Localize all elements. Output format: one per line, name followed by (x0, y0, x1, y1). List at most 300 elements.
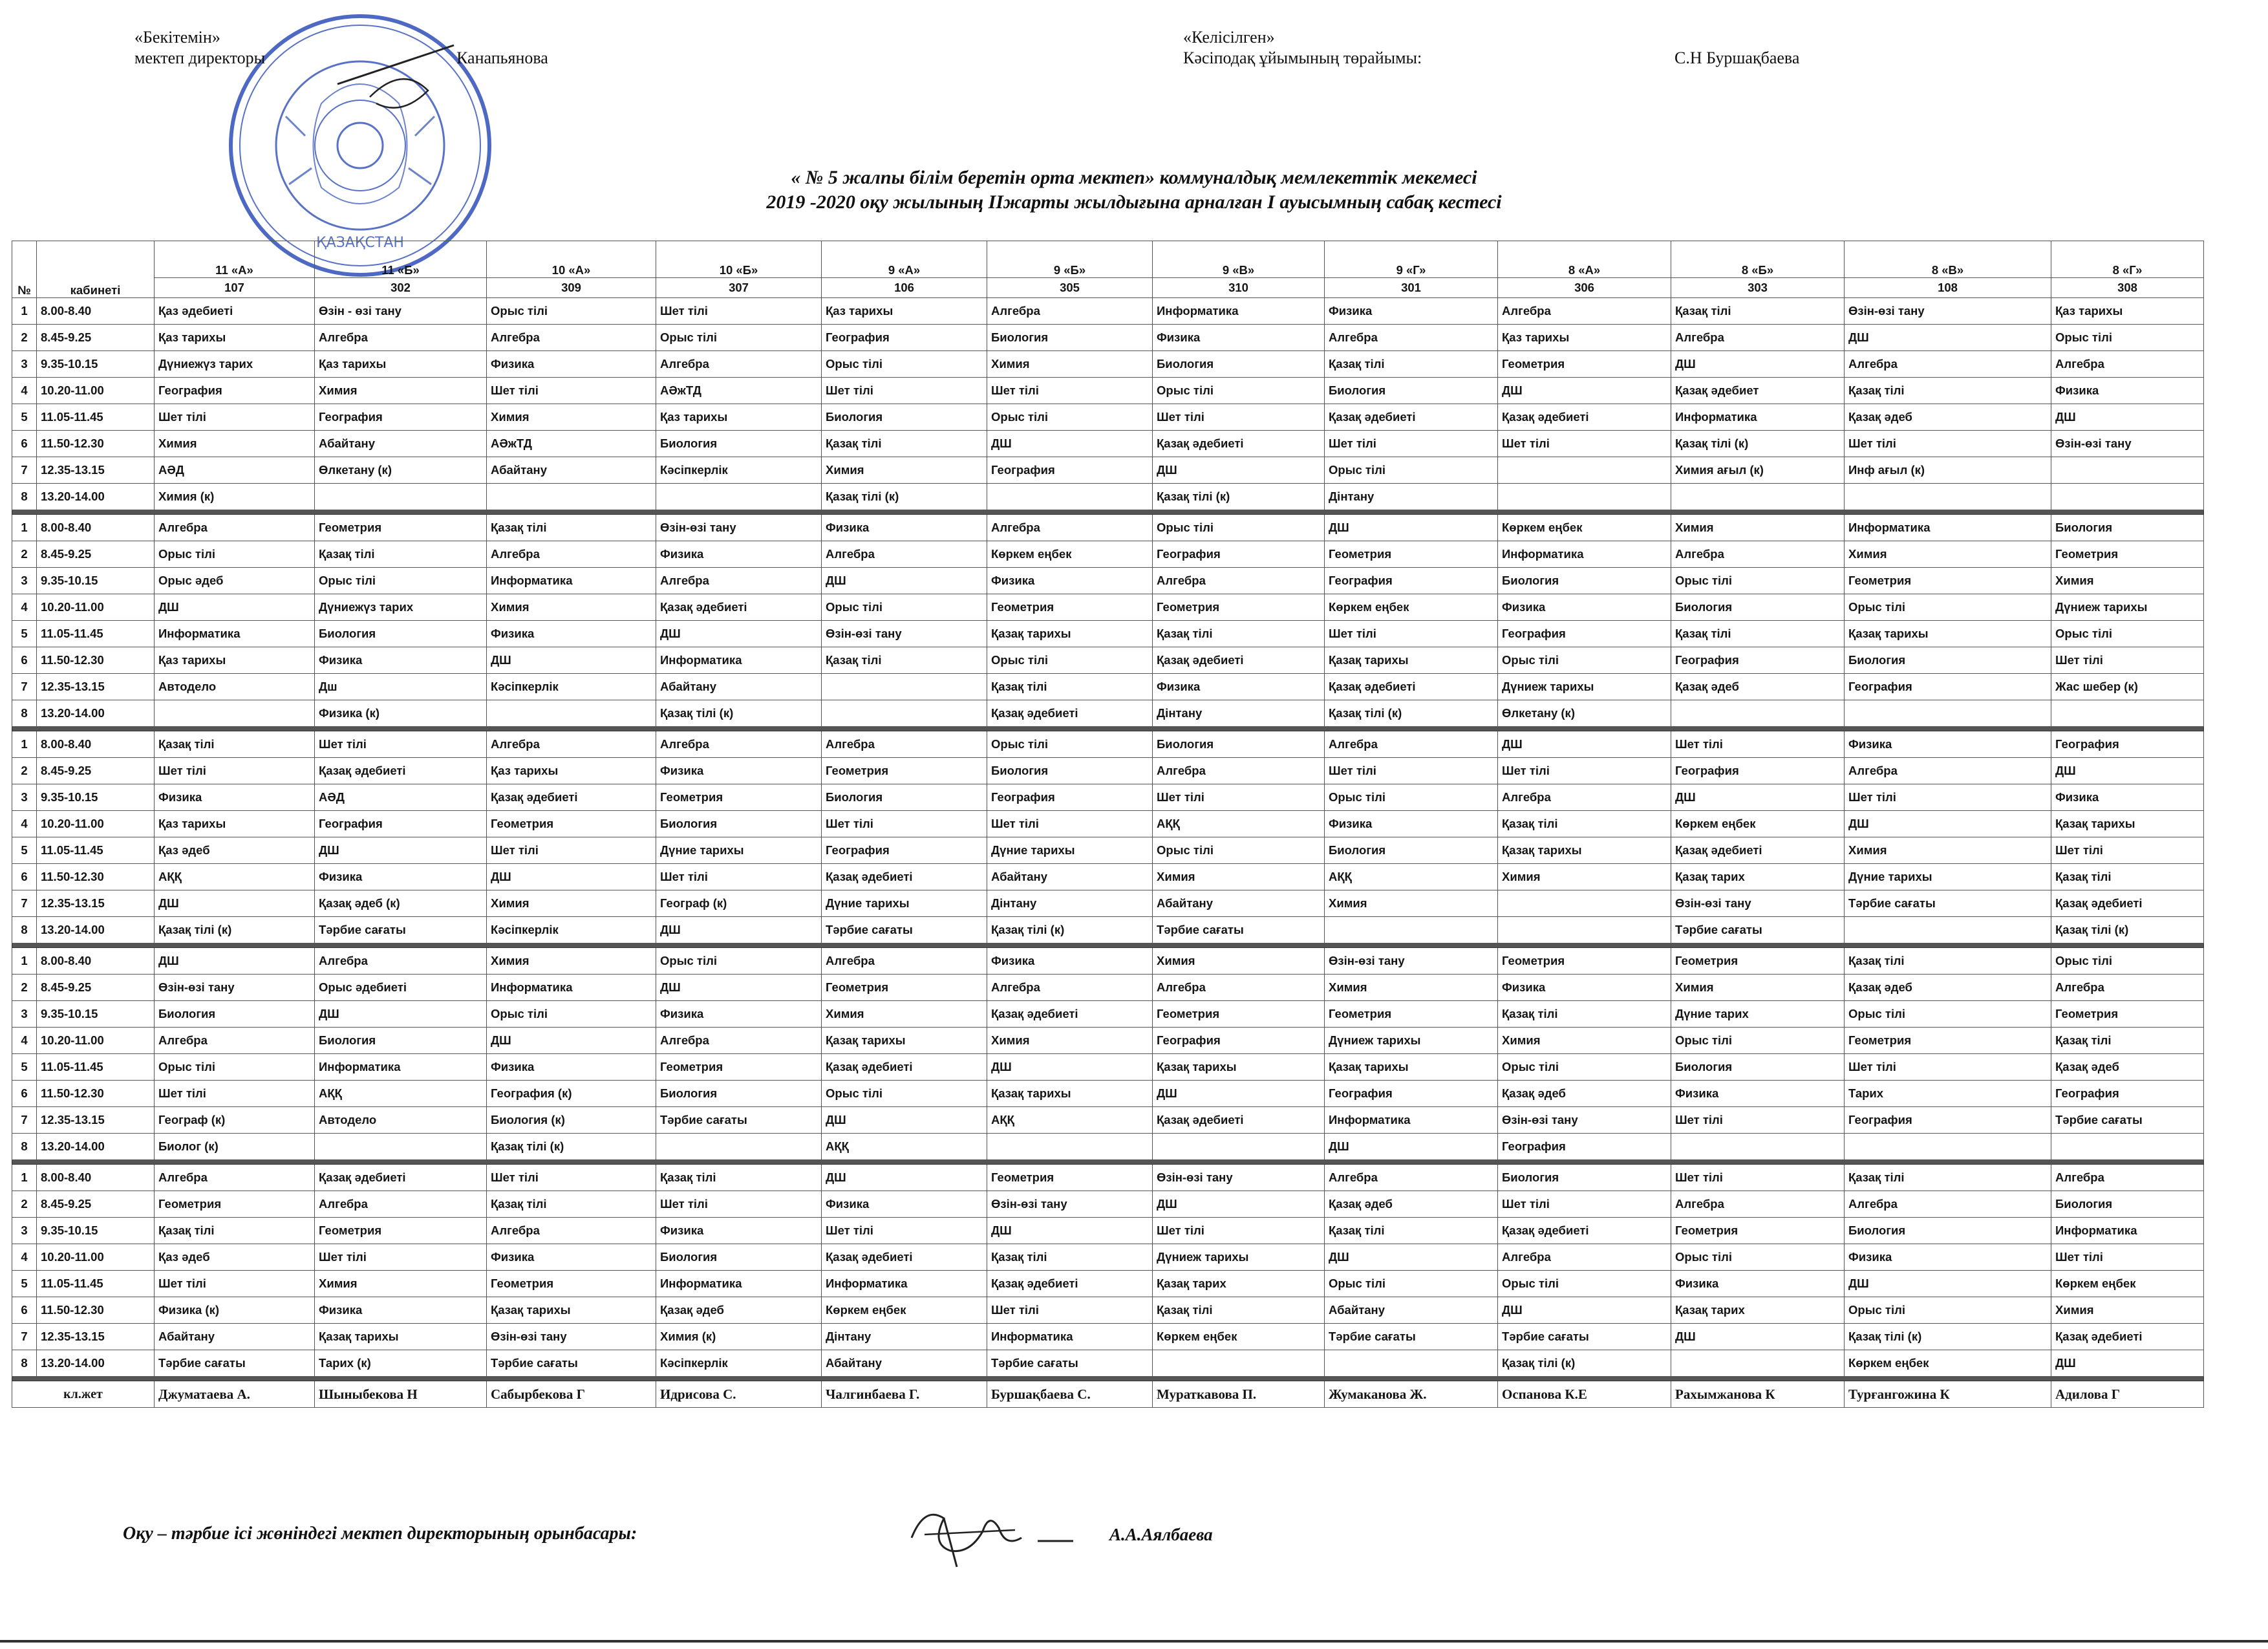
subject-cell: Алгебра (822, 948, 987, 975)
subject-cell (1671, 484, 1845, 510)
subject-cell: ДШ (1498, 1297, 1671, 1324)
subject-cell: Қазақ тілі (822, 431, 987, 457)
subject-cell: География (1153, 1028, 1325, 1054)
lesson-time: 8.00-8.40 (37, 1165, 155, 1191)
subject-cell: Өзін-өзі тану (1325, 948, 1498, 975)
subject-cell: Тәрбие сағаты (315, 917, 487, 943)
lesson-time: 11.05-11.45 (37, 404, 155, 431)
subject-cell: Биология (1153, 351, 1325, 378)
subject-cell: География (1845, 1107, 2051, 1134)
subject-cell: Физика (487, 621, 656, 647)
subject-cell: Шет тілі (155, 1271, 315, 1297)
class-header: 8 «Б» (1671, 241, 1845, 278)
subject-cell: Қазақ әдебиеті (822, 864, 987, 890)
subject-cell: Физика (656, 1218, 822, 1244)
lesson-number: 6 (12, 864, 37, 890)
subject-cell: Химия (315, 1271, 487, 1297)
subject-cell (656, 1134, 822, 1160)
subject-cell: Физика (1671, 1081, 1845, 1107)
subject-cell: Орыс тілі (1153, 515, 1325, 541)
subject-cell: ДШ (487, 647, 656, 674)
subject-cell: Геометрия (2051, 1001, 2204, 1028)
subject-cell: Геометрия (315, 515, 487, 541)
subject-cell: Шет тілі (656, 298, 822, 325)
subject-cell: Қазақ тілі (1671, 621, 1845, 647)
lesson-number: 8 (12, 917, 37, 943)
subject-cell: ДШ (1325, 1244, 1498, 1271)
lesson-time: 11.50-12.30 (37, 431, 155, 457)
day-separator (12, 1160, 2204, 1165)
subject-cell: Биология (987, 758, 1153, 784)
subject-cell: Шет тілі (1498, 1191, 1671, 1218)
lesson-number: 2 (12, 975, 37, 1001)
subject-cell: Қазақ тілі (1498, 1001, 1671, 1028)
subject-cell: ДШ (656, 917, 822, 943)
subject-cell: Абайтану (155, 1324, 315, 1350)
subject-cell: Өзін-өзі тану (1671, 890, 1845, 917)
subject-cell: Химия (1498, 1028, 1671, 1054)
subject-cell: Қазақ тарихы (1153, 1054, 1325, 1081)
subject-cell: Алгебра (987, 298, 1153, 325)
subject-cell: Қазақ тілі (к) (1671, 431, 1845, 457)
subject-cell: Қаз тарихы (155, 647, 315, 674)
subject-cell: Биология (1498, 1165, 1671, 1191)
subject-cell: Орыс тілі (2051, 948, 2204, 975)
subject-cell: География (155, 378, 315, 404)
subject-cell: Кәсіпкерлік (656, 457, 822, 484)
subject-cell: Көркем еңбек (822, 1297, 987, 1324)
subject-cell: Физика (315, 1297, 487, 1324)
lesson-time: 10.20-11.00 (37, 594, 155, 621)
subject-cell: Жас шебер (к) (2051, 674, 2204, 700)
subject-cell (1153, 1350, 1325, 1377)
lesson-row (12, 404, 2204, 431)
subject-cell: Өзін-өзі тану (1153, 1165, 1325, 1191)
subject-cell: Қазақ тілі (к) (987, 917, 1153, 943)
lesson-row (12, 1054, 2204, 1081)
subject-cell: Қазақ әдебиеті (1498, 1218, 1671, 1244)
subject-cell: Алгебра (656, 1028, 822, 1054)
subject-cell: Қазақ әдебиеті (315, 758, 487, 784)
subject-cell: Қазақ тілі (1325, 351, 1498, 378)
lesson-time: 8.00-8.40 (37, 298, 155, 325)
subject-cell: ДШ (1153, 1191, 1325, 1218)
subject-cell: География (822, 837, 987, 864)
class-teacher-name: Жумаканова Ж. (1325, 1381, 1498, 1408)
subject-cell: Орыс тілі (1671, 568, 1845, 594)
subject-cell: Биология (155, 1001, 315, 1028)
subject-cell: Химия (822, 457, 987, 484)
subject-cell: ДШ (155, 594, 315, 621)
subject-cell: География (1498, 1134, 1671, 1160)
subject-cell: Алгебра (2051, 351, 2204, 378)
subject-cell: Қазақ әдеб (1845, 975, 2051, 1001)
class-header: 9 «А» (822, 241, 987, 278)
subject-cell: Қазақ тілі (315, 541, 487, 568)
lesson-time: 13.20-14.00 (37, 1350, 155, 1377)
subject-cell: Алгебра (155, 515, 315, 541)
subject-cell: Физика (656, 758, 822, 784)
subject-cell: Қазақ тарих (1153, 1271, 1325, 1297)
subject-cell: ДШ (487, 1028, 656, 1054)
subject-cell: Алгебра (1498, 1244, 1671, 1271)
subject-cell: ДШ (1498, 378, 1671, 404)
subject-cell: Өзін-өзі тану (1845, 298, 2051, 325)
lesson-row (12, 811, 2204, 837)
subject-cell: Өзін-өзі тану (155, 975, 315, 1001)
lesson-number: 8 (12, 700, 37, 727)
subject-cell: Орыс тілі (1498, 1271, 1671, 1297)
subject-cell: Қазақ тілі (к) (1153, 484, 1325, 510)
subject-cell: Информатика (2051, 1218, 2204, 1244)
subject-cell (1671, 1350, 1845, 1377)
subject-cell: Қаз тарихы (315, 351, 487, 378)
subject-cell: Химия (487, 594, 656, 621)
schedule-table (12, 241, 2204, 1408)
subject-cell: Орыс тілі (1325, 457, 1498, 484)
lesson-time: 10.20-11.00 (37, 811, 155, 837)
lesson-time: 12.35-13.15 (37, 1107, 155, 1134)
subject-cell: Шет тілі (1845, 1054, 2051, 1081)
subject-cell: Тарих (к) (315, 1350, 487, 1377)
subject-cell: ДШ (987, 431, 1153, 457)
lesson-time: 12.35-13.15 (37, 1324, 155, 1350)
subject-cell: Қазақ тарихы (1498, 837, 1671, 864)
lesson-time: 11.05-11.45 (37, 837, 155, 864)
lesson-time: 9.35-10.15 (37, 784, 155, 811)
agreed-name: С.Н Буршақбаева (1674, 48, 1800, 67)
subject-cell: Қаз тарихы (155, 811, 315, 837)
subject-cell: География (1671, 647, 1845, 674)
subject-cell: Қазақ әдебиеті (822, 1054, 987, 1081)
subject-cell: ДШ (1845, 325, 2051, 351)
room-number: 310 (1153, 278, 1325, 298)
approve-name: Канапьянова (456, 48, 548, 67)
subject-cell: Өзін-өзі тану (1498, 1107, 1671, 1134)
subject-cell (1845, 917, 2051, 943)
subject-cell: Шет тілі (656, 1191, 822, 1218)
subject-cell: Орыс тілі (155, 1054, 315, 1081)
class-teacher-name: Оспанова К.Е (1498, 1381, 1671, 1408)
subject-cell: Тәрбие сағаты (487, 1350, 656, 1377)
lesson-number: 7 (12, 674, 37, 700)
subject-cell: Алгебра (656, 731, 822, 758)
subject-cell: Көркем еңбек (2051, 1271, 2204, 1297)
lesson-time: 12.35-13.15 (37, 890, 155, 917)
lesson-number: 1 (12, 731, 37, 758)
subject-cell: Қазақ әдебиеті (987, 700, 1153, 727)
lesson-number: 8 (12, 1134, 37, 1160)
subject-cell: Геометрия (487, 1271, 656, 1297)
subject-cell: Алгебра (315, 325, 487, 351)
subject-cell: Физика (к) (155, 1297, 315, 1324)
subject-cell: Қазақ әдебиеті (1153, 647, 1325, 674)
subject-cell: Қазақ тарихы (1325, 1054, 1498, 1081)
subject-cell: Алгебра (1671, 325, 1845, 351)
subject-cell: Геометрия (1845, 568, 2051, 594)
subject-cell: Биология (656, 1081, 822, 1107)
subject-cell: Шет тілі (155, 404, 315, 431)
subject-cell: ДШ (1671, 351, 1845, 378)
subject-cell: Көркем еңбек (1845, 1350, 2051, 1377)
subject-cell: Алгебра (987, 515, 1153, 541)
subject-cell: ДШ (1325, 515, 1498, 541)
day-separator-cell (12, 943, 2204, 948)
subject-cell: Физика (1498, 594, 1671, 621)
subject-cell: Алгебра (487, 1218, 656, 1244)
subject-cell: Физика (1153, 325, 1325, 351)
subject-cell: Биология (1325, 837, 1498, 864)
subject-cell: Информатика (1325, 1107, 1498, 1134)
subject-cell: Биология (987, 325, 1153, 351)
subject-cell (1498, 917, 1671, 943)
subject-cell: Шет тілі (487, 837, 656, 864)
subject-cell: АҚҚ (315, 1081, 487, 1107)
subject-cell: Орыс тілі (2051, 621, 2204, 647)
subject-cell: Орыс тілі (1671, 1244, 1845, 1271)
subject-cell: ДШ (987, 1054, 1153, 1081)
lesson-time: 8.00-8.40 (37, 515, 155, 541)
num-header: № (12, 241, 37, 298)
subject-cell: Көркем еңбек (1325, 594, 1498, 621)
lesson-number: 3 (12, 351, 37, 378)
subject-cell: Абайтану (1153, 890, 1325, 917)
room-number: 309 (487, 278, 656, 298)
subject-cell: Орыс тілі (1845, 1001, 2051, 1028)
subject-cell: Қазақ тілі (1325, 1218, 1498, 1244)
subject-cell: Қазақ әдебиеті (1671, 837, 1845, 864)
day-separator-cell (12, 727, 2204, 731)
lesson-row (12, 1324, 2204, 1350)
subject-cell: Химия (487, 890, 656, 917)
class-header: 11 «Б» (315, 241, 487, 278)
subject-cell: Орыс тілі (987, 731, 1153, 758)
schedule-body (12, 298, 2204, 1408)
lesson-time: 9.35-10.15 (37, 1001, 155, 1028)
class-header: 9 «В» (1153, 241, 1325, 278)
subject-cell: Орыс тілі (822, 594, 987, 621)
lesson-row (12, 431, 2204, 457)
lesson-time: 9.35-10.15 (37, 568, 155, 594)
subject-cell: Шет тілі (1671, 731, 1845, 758)
lesson-number: 2 (12, 325, 37, 351)
subject-cell: Информатика (155, 621, 315, 647)
signature (886, 1493, 1086, 1570)
subject-cell: Алгебра (1325, 325, 1498, 351)
subject-cell: Абайтану (487, 457, 656, 484)
subject-cell: Химия (987, 351, 1153, 378)
lesson-time: 11.05-11.45 (37, 1054, 155, 1081)
lesson-time: 11.50-12.30 (37, 1081, 155, 1107)
lesson-number: 6 (12, 431, 37, 457)
lesson-row (12, 568, 2204, 594)
day-separator (12, 1377, 2204, 1381)
class-teacher-name: Чалгинбаева Г. (822, 1381, 987, 1408)
subject-cell: Шет тілі (822, 378, 987, 404)
subject-cell: Шет тілі (2051, 1244, 2204, 1271)
subject-cell: Шет тілі (1153, 784, 1325, 811)
subject-cell: Дүние тарих (1671, 1001, 1845, 1028)
subject-cell (1845, 700, 2051, 727)
subject-cell: Дүниежүз тарих (315, 594, 487, 621)
lesson-number: 6 (12, 1081, 37, 1107)
subject-cell: Химия (315, 378, 487, 404)
subject-cell: Информатика (656, 1271, 822, 1297)
subject-cell: Алгебра (1325, 731, 1498, 758)
subject-cell: Химия (1498, 864, 1671, 890)
subject-cell: Қазақ әдеб (1845, 404, 2051, 431)
subject-cell: География (2051, 1081, 2204, 1107)
lesson-time: 8.45-9.25 (37, 975, 155, 1001)
lesson-row (12, 378, 2204, 404)
subject-cell: Дүние тарихы (1845, 864, 2051, 890)
subject-cell: Геометрия (2051, 541, 2204, 568)
subject-cell: Қазақ тілі (к) (656, 700, 822, 727)
subject-cell: Қазақ тарихы (1845, 621, 2051, 647)
subject-cell: География (1153, 541, 1325, 568)
subject-cell: Биология (1325, 378, 1498, 404)
subject-cell: Алгебра (656, 351, 822, 378)
lesson-row (12, 1107, 2204, 1134)
lesson-row (12, 1350, 2204, 1377)
subject-cell: Физика (1845, 731, 2051, 758)
subject-cell: Информатика (1153, 298, 1325, 325)
subject-cell: Биология (822, 404, 987, 431)
subject-cell: Геометрия (1671, 948, 1845, 975)
subject-cell: Қазақ тілі (1845, 378, 2051, 404)
subject-cell: Кәсіпкерлік (487, 917, 656, 943)
class-header: 8 «В» (1845, 241, 2051, 278)
lesson-row (12, 1244, 2204, 1271)
subject-cell: Орыс тілі (487, 1001, 656, 1028)
subject-cell: География (822, 325, 987, 351)
room-number: 307 (656, 278, 822, 298)
subject-cell: ДШ (2051, 758, 2204, 784)
subject-cell: ДШ (1498, 731, 1671, 758)
subject-cell: Физика (1325, 811, 1498, 837)
lesson-row (12, 351, 2204, 378)
subject-cell: Биология (1845, 647, 2051, 674)
subject-cell: Қазақ тілі (155, 731, 315, 758)
subject-cell: Қазақ әдеб (1498, 1081, 1671, 1107)
subject-cell: Шет тілі (1153, 1218, 1325, 1244)
subject-cell: Қазақ тарихы (315, 1324, 487, 1350)
class-teacher-name: Буршақбаева С. (987, 1381, 1153, 1408)
subject-cell: Орыс тілі (1845, 1297, 2051, 1324)
subject-cell: География (315, 811, 487, 837)
lesson-row (12, 1028, 2204, 1054)
day-separator (12, 510, 2204, 515)
subject-cell: Алгебра (1153, 975, 1325, 1001)
subject-cell: Қаз тарихы (487, 758, 656, 784)
lesson-row (12, 975, 2204, 1001)
subject-cell: Қазақ тілі (2051, 864, 2204, 890)
class-teacher-label: кл.жет (12, 1381, 155, 1408)
subject-cell: Қазақ тілі (1153, 1297, 1325, 1324)
subject-cell: Орыс тілі (1498, 647, 1671, 674)
subject-cell: Қазақ әдебиеті (656, 594, 822, 621)
subject-cell: ДШ (1153, 457, 1325, 484)
subject-cell: Алгебра (2051, 1165, 2204, 1191)
subject-cell: Шет тілі (1325, 431, 1498, 457)
subject-cell: АӘД (155, 457, 315, 484)
subject-cell: АҚҚ (1153, 811, 1325, 837)
subject-cell: Қазақ тілі (к) (1498, 1350, 1671, 1377)
subject-cell (1671, 1134, 1845, 1160)
subject-cell: Геометрия (822, 758, 987, 784)
subject-cell: Шет тілі (1498, 431, 1671, 457)
lesson-row (12, 864, 2204, 890)
subject-cell: АҚҚ (1325, 864, 1498, 890)
subject-cell: Шет тілі (2051, 837, 2204, 864)
lesson-row (12, 457, 2204, 484)
subject-cell: Қаз тарихы (1498, 325, 1671, 351)
subject-cell: Физика (1325, 298, 1498, 325)
lesson-number: 7 (12, 457, 37, 484)
subject-cell: Қазақ әдебиеті (315, 1165, 487, 1191)
subject-cell: Геометрия (987, 1165, 1153, 1191)
subject-cell: Химия (1671, 975, 1845, 1001)
subject-cell: География (987, 457, 1153, 484)
subject-cell: ДШ (656, 975, 822, 1001)
subject-cell: Қазақ тілі (к) (2051, 917, 2204, 943)
subject-cell (1845, 1134, 2051, 1160)
subject-cell: Тарих (1845, 1081, 2051, 1107)
lesson-number: 4 (12, 1028, 37, 1054)
lesson-time: 12.35-13.15 (37, 457, 155, 484)
subject-cell: АҚҚ (155, 864, 315, 890)
subject-cell: Абайтану (822, 1350, 987, 1377)
subject-cell: География (к) (487, 1081, 656, 1107)
subject-cell: Дінтану (987, 890, 1153, 917)
lesson-number: 4 (12, 594, 37, 621)
subject-cell: Абайтану (656, 674, 822, 700)
lesson-number: 5 (12, 404, 37, 431)
subject-cell: Химия (2051, 1297, 2204, 1324)
subject-cell: ДШ (987, 1218, 1153, 1244)
subject-cell: Орыс әдеб (155, 568, 315, 594)
class-header: 10 «А» (487, 241, 656, 278)
stamp-text: ҚАЗАҚСТАН (316, 235, 404, 251)
lesson-row (12, 1271, 2204, 1297)
agreed-role: Кәсіподақ ұйымының төрайымы: (1183, 48, 1422, 67)
lesson-time: 13.20-14.00 (37, 1134, 155, 1160)
subject-cell: Кәсіпкерлік (656, 1350, 822, 1377)
subject-cell: Химия (1845, 837, 2051, 864)
day-separator-cell (12, 1377, 2204, 1381)
subject-cell: Геометрия (656, 1054, 822, 1081)
room-header-row (12, 278, 2204, 298)
subject-cell: Химия (к) (155, 484, 315, 510)
subject-cell: ДШ (1671, 784, 1845, 811)
lesson-number: 5 (12, 621, 37, 647)
class-header: 9 «Г» (1325, 241, 1498, 278)
subject-cell: Қазақ тарихы (987, 621, 1153, 647)
class-header: 8 «Г» (2051, 241, 2204, 278)
subject-cell: Физика (1845, 1244, 2051, 1271)
subject-cell: Физика (к) (315, 700, 487, 727)
room-number: 301 (1325, 278, 1498, 298)
subject-cell: Шет тілі (1671, 1165, 1845, 1191)
subject-cell: Химия (1153, 864, 1325, 890)
subject-cell: Өзін - өзі тану (315, 298, 487, 325)
subject-cell: Геометрия (1671, 1218, 1845, 1244)
subject-cell: ДШ (1671, 1324, 1845, 1350)
lesson-row (12, 1297, 2204, 1324)
subject-cell (822, 700, 987, 727)
subject-cell: Шет тілі (487, 1165, 656, 1191)
lesson-number: 7 (12, 890, 37, 917)
